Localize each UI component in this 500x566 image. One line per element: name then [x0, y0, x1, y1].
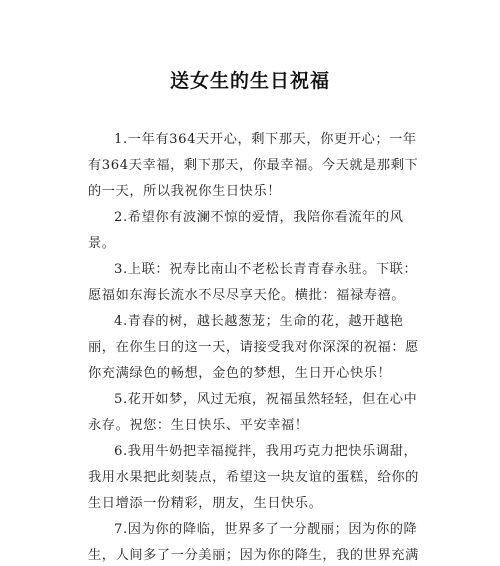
paragraph-1: 1.一年有364天开心，剩下那天，你更开心；一年有364天幸福，剩下那天，你最幸福。今天就是那剩下的一天，所以我祝你生日快乐！	[88, 132, 419, 199]
document-title: 送女生的生日祝福	[169, 70, 330, 92]
paragraph-3: 3.上联：祝寿比南山不老松长青青春永驻。下联：愿福如东海长流水不尽尽享天伦。横批：福禄寿禧。	[88, 262, 418, 303]
paragraph-6: 6.我用牛奶把幸福搅拌，我用巧克力把快乐调甜，我用水果把此刻装点，希望这一块友谊的蛋糕，给你的生日增添一份精彩，朋友，生日快乐。	[88, 444, 419, 511]
paragraph-5: 5.花开如梦，风过无痕，祝福虽然轻轻，但在心中永存。祝您：生日快乐、平安幸福！	[88, 392, 418, 433]
paragraph-2: 2.希望你有波澜不惊的爱情，我陪你看流年的风景。	[88, 210, 404, 251]
paragraph-7: 7.因为你的降临，世界多了一分靓丽；因为你的降生，人间多了一分美丽；因为你的降生，我的世界充满	[88, 522, 419, 563]
paragraph-4: 4.青春的树，越长越葱茏；生命的花，越开越艳丽，在你生日的这一天，请接受我对你深深的祝福：愿你充满绿色的畅想，金色的梦想，生日开心快乐！	[88, 314, 419, 381]
